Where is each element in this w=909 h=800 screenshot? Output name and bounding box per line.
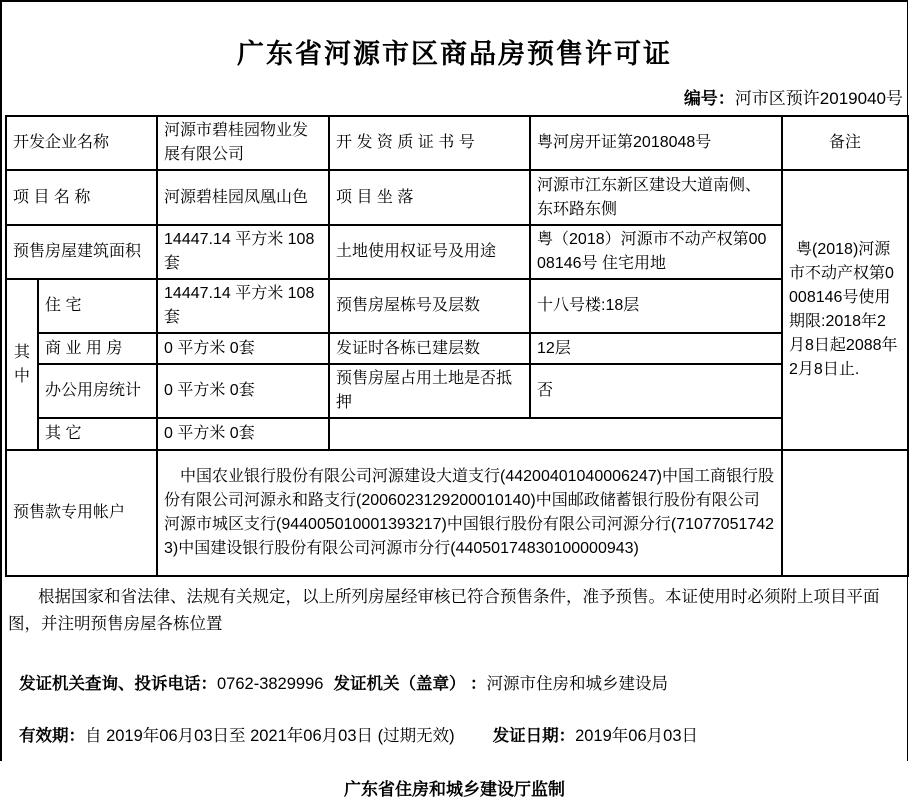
project-name-label: 项 目 名 称 bbox=[6, 170, 157, 225]
building-floors-value: 十八号楼:18层 bbox=[530, 279, 782, 333]
remarks-header: 备注 bbox=[782, 116, 908, 170]
presale-area-value: 14447.14 平方米 108套 bbox=[157, 225, 329, 279]
other-value: 0 平方米 0套 bbox=[157, 418, 329, 450]
validity-label: 有效期： bbox=[19, 727, 85, 745]
serial-number bbox=[2, 84, 903, 109]
certificate-title: 广东省河源市区商品房预售许可证 bbox=[237, 39, 672, 69]
contact-line bbox=[2, 670, 907, 694]
other-label: 其 它 bbox=[38, 418, 157, 450]
office-value: 0 平方米 0套 bbox=[157, 364, 329, 418]
escrow-account-label: 预售款专用帐户 bbox=[6, 450, 157, 576]
project-location-value: 河源市江东新区建设大道南侧、东环路东侧 bbox=[530, 170, 782, 225]
table-row bbox=[6, 333, 908, 364]
developer-name-label: 开发企业名称 bbox=[6, 116, 157, 170]
issue-date-label: 发证日期： bbox=[492, 727, 576, 745]
project-name-value: 河源碧桂园凤凰山色 bbox=[157, 170, 329, 225]
land-mortgaged-value: 否 bbox=[530, 364, 782, 418]
commercial-value: 0 平方米 0套 bbox=[157, 333, 329, 364]
built-floors-value: 12层 bbox=[530, 333, 782, 364]
authority-label: 发证机关（盖章） ： bbox=[333, 675, 487, 693]
authority-value: 河源市住房和城乡建设局 bbox=[486, 675, 669, 693]
residential-value: 14447.14 平方米 108套 bbox=[157, 279, 329, 333]
commercial-label: 商 业 用 房 bbox=[38, 333, 157, 364]
phone-label: 发证机关查询、投诉电话： bbox=[19, 675, 217, 693]
certificate-table bbox=[5, 115, 909, 577]
qualification-cert-value: 粤河房开证第2018048号 bbox=[530, 116, 782, 170]
issue-date-value: 2019年06月03日 bbox=[575, 727, 698, 745]
phone-value: 0762-3829996 bbox=[217, 675, 324, 693]
table-row bbox=[6, 450, 908, 576]
approval-notice: 根据国家和省法律、法规有关规定，以上所列房屋经审核已符合预售条件，准予预售。本证使用时必须附上项目平面图，并注明预售房屋各栋位置 bbox=[8, 588, 880, 633]
table-row bbox=[6, 418, 908, 450]
validity-line bbox=[2, 722, 907, 746]
supervising-authority: 广东省住房和城乡建设厅监制 bbox=[344, 780, 565, 799]
land-mortgaged-label: 预售房屋占用土地是否抵押 bbox=[329, 364, 530, 418]
remarks-content: 粤(2018)河源市不动产权第0008146号使用期限:2018年2月8日起2088年2月8日止. bbox=[782, 170, 908, 450]
serial-number-value: 河市区预许2019040号 bbox=[734, 89, 903, 108]
empty-cell bbox=[329, 418, 782, 450]
table-row bbox=[6, 225, 908, 279]
building-floors-label: 预售房屋栋号及层数 bbox=[329, 279, 530, 333]
land-use-cert-value: 粤（2018）河源市不动产权第0008146号 住宅用地 bbox=[530, 225, 782, 279]
table-row bbox=[6, 364, 908, 418]
section-among-which-label: 其中 bbox=[6, 279, 38, 450]
table-row bbox=[6, 116, 908, 170]
developer-name-value: 河源市碧桂园物业发展有限公司 bbox=[157, 116, 329, 170]
table-row bbox=[6, 170, 908, 225]
presale-area-label: 预售房屋建筑面积 bbox=[6, 225, 157, 279]
land-use-cert-label: 土地使用权证号及用途 bbox=[329, 225, 530, 279]
serial-number-label: 编号： bbox=[683, 89, 735, 108]
empty-remarks-cell bbox=[782, 450, 908, 576]
project-location-label: 项 目 坐 落 bbox=[329, 170, 530, 225]
office-label: 办公用房统计 bbox=[38, 364, 157, 418]
built-floors-label: 发证时各栋已建层数 bbox=[329, 333, 530, 364]
qualification-cert-label: 开 发 资 质 证 书 号 bbox=[329, 116, 530, 170]
table-row bbox=[6, 279, 908, 333]
validity-value: 自 2019年06月03日至 2021年06月03日 (过期无效) bbox=[85, 727, 455, 745]
escrow-account-value: 中国农业银行股份有限公司河源建设大道支行(44200401040006247)中国工商银行股份有限公司河源永和路支行(2006023129200010140)中国邮政储蓄银行股份有限公司河源市城区支行(944005010001393217)中国银行股份有限公司河源分行(710770517423)中国建设银行股份有限公司河源市分行(44050174830100000943) bbox=[157, 450, 782, 576]
residential-label: 住 宅 bbox=[38, 279, 157, 333]
